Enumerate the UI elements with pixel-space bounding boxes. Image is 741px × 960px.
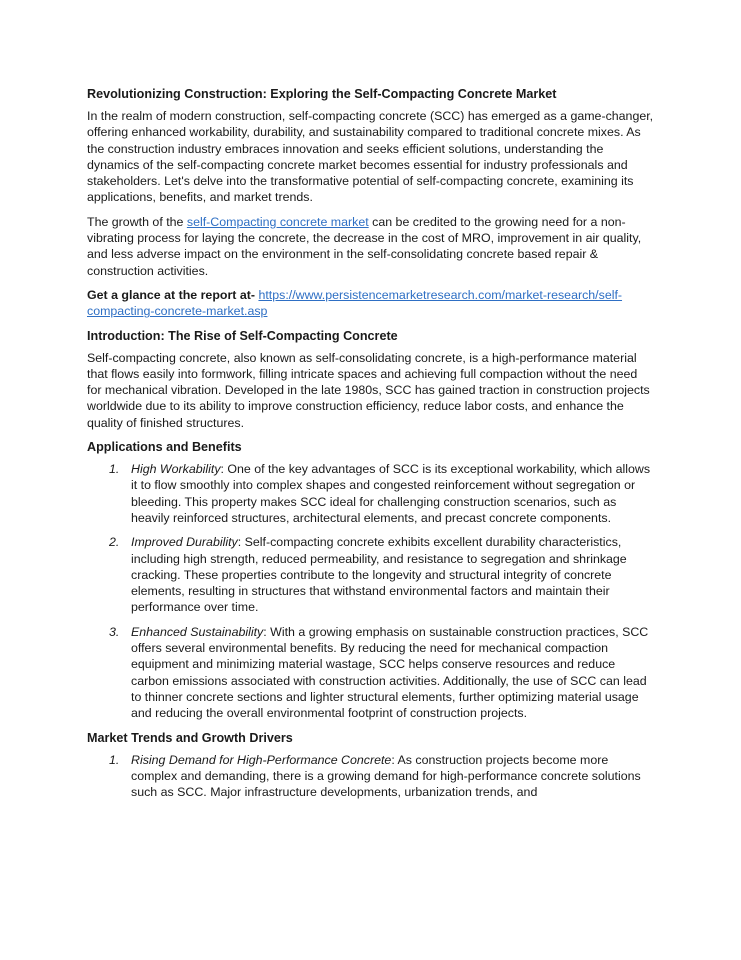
intro-paragraph: In the realm of modern construction, self-compacting concrete (SCC) has emerged as a game-changer, offering enhanced workability, durability, and sustainability compared to traditional concrete mixes. As the construction industry embraces innovation and seeks efficient solutions, understanding the dynamics of the self-compacting concrete market becomes essential for industry professionals and stakeholders. Let's delve into the transformative potential of self-compacting concrete, examining its applications, benefits, and market trends. [87, 109, 654, 205]
list-text: : As construction projects become more complex and demanding, there is a growing demand for high-performance concrete solutions such as SCC. Major infrastructure developments, urbanization trends, and [131, 752, 641, 800]
applications-list [87, 461, 655, 721]
report-label: Get a glance at the report at- [87, 287, 255, 302]
trends-list [87, 752, 655, 801]
list-term: High Workability [131, 462, 221, 477]
list-item [87, 534, 655, 615]
document-page [87, 86, 655, 808]
introduction-paragraph: Self-compacting concrete, also known as self-consolidating concrete, is a high-performance material that flows easily into formwork, filling intricate spaces and achieving full compaction without the need for mechanical vibration. Developed in the late 1980s, SCC has gained traction in construction projects worldwide due to its ability to improve construction efficiency, reduce labor costs, and enhance the quality of finished structures. [87, 350, 650, 430]
list-term: Rising Demand for High-Performance Concrete [131, 752, 392, 767]
list-number: 3. [109, 624, 120, 639]
list-term: Improved Durability [131, 535, 238, 550]
list-text: : Self-compacting concrete exhibits excellent durability characteristics, including high strength, reduced permeability, and resistance to segregation and shrinkage cracking. These properties contribute to the longevity and structural integrity of concrete elements, resulting in structures that withstand environmental factors and maintain their performance over time. [131, 535, 627, 615]
growth-suffix: can be credited to the growing need for a non-vibrating process for laying the concrete, the decrease in the cost of MRO, improvement in air quality, and less adverse impact on the environment in the self-consolidating concrete based repair & construction activities. [87, 214, 642, 278]
market-link[interactable]: self-Compacting concrete market [186, 214, 369, 229]
list-number: 1. [109, 752, 120, 767]
report-link[interactable]: https://www.persistencemarketresearch.com/market-research/self-compacting-concrete-market.asp [87, 287, 623, 319]
introduction-heading: Introduction: The Rise of Self-Compacting Concrete [87, 328, 398, 343]
list-item [87, 624, 655, 722]
list-number: 1. [109, 462, 120, 477]
document-title: Revolutionizing Construction: Exploring the Self-Compacting Concrete Market [87, 87, 557, 101]
list-text: : With a growing emphasis on sustainable construction practices, SCC offers several environmental benefits. By reducing the need for mechanical compaction equipment and minimizing material wastage, SCC helps conserve resources and reduce carbon emissions associated with construction activities. Additionally, the use of SCC can lead to thinner concrete sections and lighter structural elements, further optimizing material usage and reducing the overall environmental footprint of construction projects. [131, 624, 649, 721]
growth-paragraph [87, 214, 655, 279]
list-number: 2. [109, 535, 120, 550]
growth-prefix: The growth of the [87, 214, 187, 229]
list-item [87, 461, 655, 526]
trends-heading: Market Trends and Growth Drivers [87, 730, 293, 745]
report-paragraph [87, 287, 655, 320]
list-term: Enhanced Sustainability [131, 624, 264, 639]
list-text: : One of the key advantages of SCC is its exceptional workability, which allows it to flow smoothly into complex shapes and congested reinforcement without segregation or bleeding. This property makes SCC ideal for challenging construction scenarios, such as heavily reinforced structures, architectural elements, and precast concrete components. [131, 462, 651, 525]
applications-heading: Applications and Benefits [87, 440, 242, 455]
list-item [87, 752, 655, 801]
